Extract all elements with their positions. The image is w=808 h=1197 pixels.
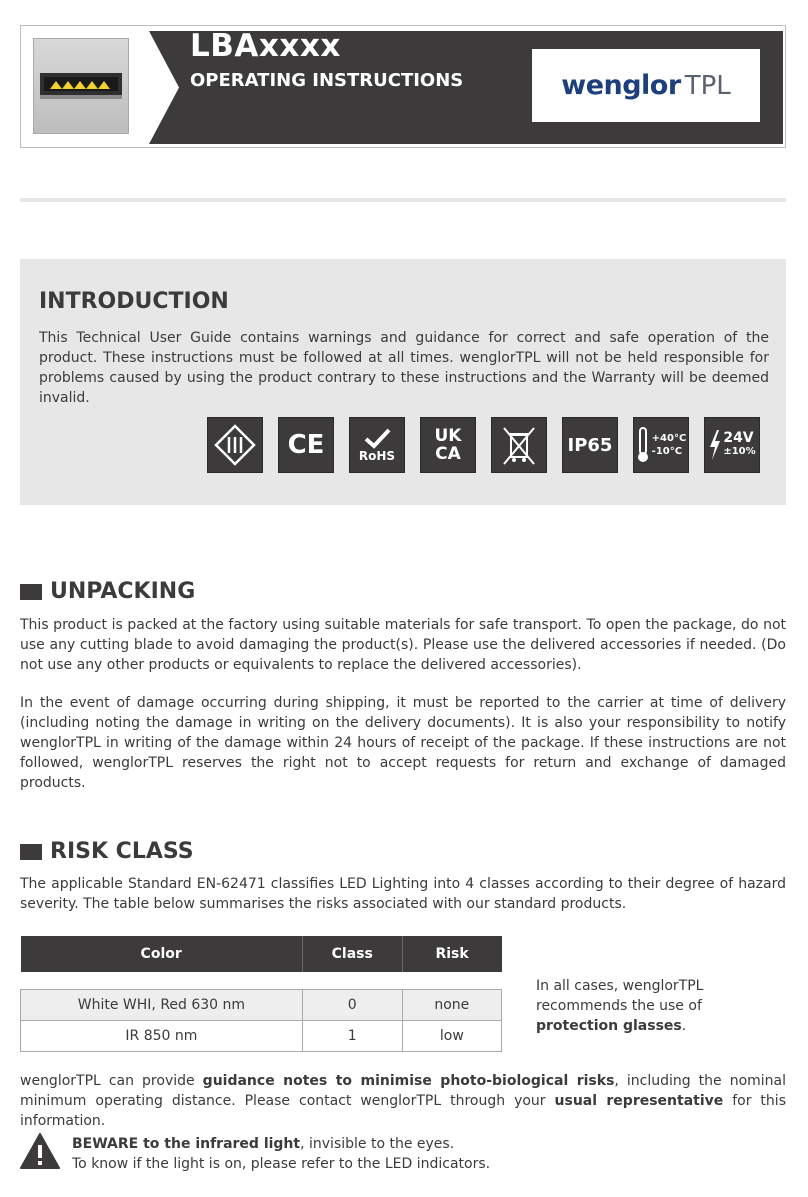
guidance-bold-2: usual representative xyxy=(554,1093,724,1109)
unpacking-paragraph-1: This product is packed at the factory using suitable materials for safe transport. To open the package, do not use any cutting blade to avoid damaging the product(s). Please use the delivered accessories if needed. (Do not use any other products or equivalents to replace the delivered accessories). xyxy=(20,617,786,673)
brand-logo xyxy=(532,49,760,122)
class-iii-icon xyxy=(207,417,263,473)
unpacking-paragraph-2: In the event of damage occurring during shipping, it must be reported to the carrier at time of delivery (including noting the damage in writing on the delivery documents). It is also your responsibility to notify wenglorTPL in writing of the damage within 24 hours of receipt of the package. If these instructions are not followed, wenglorTPL reserves the right not to accept requests for return and exchange of damaged products. xyxy=(20,695,786,791)
rohs-icon xyxy=(349,417,405,473)
header-divider xyxy=(20,198,786,202)
protection-note-end: . xyxy=(681,1018,687,1034)
introduction-section xyxy=(20,259,786,505)
ip65-icon xyxy=(562,417,618,473)
risk-table xyxy=(20,936,502,1052)
document-subtitle: OPERATING INSTRUCTIONS xyxy=(190,70,464,91)
table-row xyxy=(21,990,502,1021)
cell-risk: low xyxy=(402,1021,501,1052)
column-header-class: Class xyxy=(302,936,402,972)
ukca-top-label: UK xyxy=(434,426,462,446)
guidance-text-2: , including the nominal minimum operating distance. Please contact wenglorTPL through your xyxy=(20,1073,787,1109)
heading-marker xyxy=(20,844,42,860)
guidance-text-1: wenglorTPL can provide xyxy=(20,1073,203,1089)
certification-icons xyxy=(207,417,760,473)
warning-bold-text: BEWARE to the infrared light xyxy=(72,1136,301,1152)
unpacking-heading xyxy=(20,579,195,604)
introduction-heading: INTRODUCTION xyxy=(39,289,229,314)
weee-bin-icon xyxy=(491,417,547,473)
cell-class: 1 xyxy=(302,1021,402,1052)
logo-suffix-text: TPL xyxy=(684,70,731,101)
warning-icon xyxy=(20,1132,60,1170)
unpacking-heading-text: UNPACKING xyxy=(50,579,196,604)
voltage-label: 24V xyxy=(723,430,754,446)
ce-label: CE xyxy=(287,430,325,460)
risk-class-intro: The applicable Standard EN-62471 classifies LED Lighting into 4 classes according to their degree of hazard severity. The table below summarises the risks associated with our standard products. xyxy=(20,876,786,912)
product-code: LBAxxxx xyxy=(190,28,341,64)
introduction-text: This Technical User Guide contains warnings and guidance for correct and safe operation of the product. These instructions must be followed at all times. wenglorTPL will not be held responsible for problems caused by using the product contrary to these instructions and the Warranty will be deemed invalid. xyxy=(39,330,769,406)
risk-class-heading-text: RISK CLASS xyxy=(50,839,194,864)
temp-max-label: +40°C xyxy=(651,433,687,444)
led-bar-icon xyxy=(34,39,128,133)
ukca-bottom-label: CA xyxy=(435,444,461,464)
product-thumbnail xyxy=(33,38,129,134)
risk-class-heading xyxy=(20,839,194,864)
protection-glasses-text: protection glasses xyxy=(536,1018,682,1034)
cell-color: IR 850 nm xyxy=(21,1021,303,1052)
guidance-text-3: for this information. xyxy=(20,1093,786,1129)
temperature-icon xyxy=(633,417,689,473)
guidance-paragraph xyxy=(20,1071,786,1131)
cell-risk: none xyxy=(402,990,501,1021)
heading-marker xyxy=(20,584,42,600)
temp-min-label: -10°C xyxy=(651,446,683,457)
protection-note xyxy=(536,976,788,1036)
table-row xyxy=(21,1021,502,1052)
cell-color: White WHI, Red 630 nm xyxy=(21,990,303,1021)
rohs-label: RoHS xyxy=(358,449,396,463)
table-header-row xyxy=(21,936,502,972)
column-header-color: Color xyxy=(21,936,303,972)
column-header-risk: Risk xyxy=(402,936,501,972)
warning-rest-text: , invisible to the eyes. xyxy=(300,1136,455,1152)
logo-brand-text: wenglor xyxy=(561,70,681,101)
cell-class: 0 xyxy=(302,990,402,1021)
ce-mark-icon xyxy=(278,417,334,473)
ip65-label: IP65 xyxy=(567,434,613,456)
protection-note-text: In all cases, wenglorTPL recommends the use of xyxy=(536,978,704,1014)
tolerance-label: ±10% xyxy=(723,446,756,457)
warning-line-2: To know if the light is on, please refer to the LED indicators. xyxy=(72,1156,491,1172)
infrared-warning xyxy=(72,1134,490,1174)
voltage-icon xyxy=(704,417,760,473)
guidance-bold-1: guidance notes to minimise photo-biological risks xyxy=(202,1073,615,1089)
ukca-icon xyxy=(420,417,476,473)
